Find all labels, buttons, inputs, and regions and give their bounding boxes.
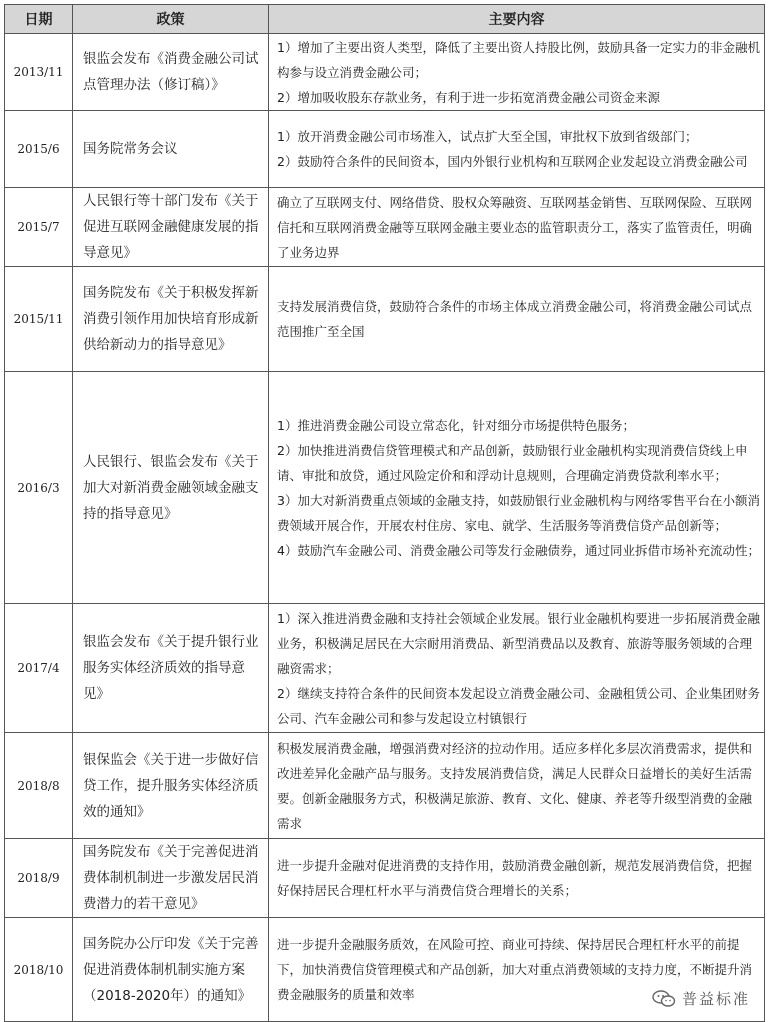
date-cell: 2015/11: [5, 267, 73, 372]
table-row: [5, 372, 765, 604]
content-cell: [269, 111, 765, 188]
table-row: [5, 34, 765, 111]
date-cell: 2018/8: [5, 733, 73, 839]
content-item: 4）鼓励汽车金融公司、消费金融公司等发行金融债券，通过同业拆借市场补充流动性；: [277, 542, 760, 558]
date-cell: 2013/11: [5, 34, 73, 111]
content-cell: [269, 34, 765, 111]
content-cell: [269, 604, 765, 733]
policy-cell: 国务院办公厅印发《关于完善促进消费体制机制实施方案（2018-2020年）的通知》: [73, 918, 269, 1022]
content-item: 1）增加了主要出资人类型，降低了主要出资人持股比例，鼓励具备一定实力的非金融机构参与设立消费金融公司；: [277, 39, 760, 80]
content-item: 2）加快推进消费信贷管理模式和产品创新，鼓励银行业金融机构实现消费信贷线上申请、审批和放贷，通过风险定价和和浮动计息规则，合理确定消费贷款利率水平；: [277, 442, 748, 483]
content-item: 1）深入推进消费金融和支持社会领域企业发展。银行业金融机构要进一步拓展消费金融业务，积极满足居民在大宗耐用消费品、新型消费品以及教育、旅游等服务领域的合理融资需求；: [277, 610, 760, 676]
policy-cell: 银监会发布《消费金融公司试点管理办法（修订稿）》: [73, 34, 269, 111]
table-row: [5, 111, 765, 188]
content-item: 1）推进消费金融公司设立常态化，针对细分市场提供特色服务；: [277, 417, 635, 433]
policy-cell: 国务院发布《关于完善促进消费体制机制进一步激发居民消费潜力的若干意见》: [73, 839, 269, 918]
date-cell: 2017/4: [5, 604, 73, 733]
content-cell: [269, 839, 765, 918]
content-item: 进一步提升金融对促进消费的支持作用，鼓励消费金融创新，规范发展消费信贷，把握好保持居民合理杠杆水平与消费信贷合理增长的关系；: [277, 858, 753, 898]
content-item: 进一步提升金融服务质效，在风险可控、商业可持续、保持居民合理杠杆水平的前提下，加快消费信贷管理模式和产品创新，加大对重点消费领域的支持力度，不断提升消费金融服务的质量和效率: [277, 937, 753, 1002]
policy-cell: 银保监会《关于进一步做好信贷工作，提升服务实体经济质效的通知》: [73, 733, 269, 839]
content-cell: [269, 188, 765, 267]
content-cell: [269, 372, 765, 604]
header-date: 日期: [5, 5, 73, 34]
wechat-icon: [652, 990, 676, 1008]
policy-table: [4, 4, 765, 1022]
content-item: 2）增加吸收股东存款业务，有利于进一步拓宽消费金融公司资金来源: [277, 89, 660, 105]
content-cell: [269, 733, 765, 839]
content-item: 积极发展消费金融，增强消费对经济的拉动作用。适应多样化多层次消费需求，提供和改进差异化金融产品与服务。支持发展消费信贷，满足人民群众日益增长的美好生活需要。创新金融服务方式，积极满足旅游、教育、文化、健康、养老等升级型消费的金融需求: [277, 740, 753, 831]
table-row: [5, 267, 765, 372]
watermark: [648, 986, 754, 1011]
table-header-row: [5, 5, 765, 34]
date-cell: 2018/9: [5, 839, 73, 918]
content-item: 支持发展消费信贷，鼓励符合条件的市场主体成立消费金融公司，将消费金融公司试点范围推广至全国: [277, 299, 753, 339]
content-item: 3）加大对新消费重点领域的金融支持，如鼓励银行业金融机构与网络零售平台在小额消费领域开展合作，开展农村住房、家电、就学、生活服务等消费信贷产品创新等；: [277, 492, 760, 533]
content-item: 2）继续支持符合条件的民间资本发起设立消费金融公司、金融租赁公司、企业集团财务公司、汽车金融公司和参与发起设立村镇银行: [277, 685, 760, 726]
date-cell: 2015/6: [5, 111, 73, 188]
table-row: [5, 839, 765, 918]
table-row: [5, 604, 765, 733]
policy-cell: 国务院发布《关于积极发挥新消费引领作用加快培育形成新供给新动力的指导意见》: [73, 267, 269, 372]
date-cell: 2015/7: [5, 188, 73, 267]
content-item: 2）鼓励符合条件的民间资本，国内外银行业机构和互联网企业发起设立消费金融公司: [277, 154, 748, 169]
date-cell: 2016/3: [5, 372, 73, 604]
policy-cell: 国务院常务会议: [73, 111, 269, 188]
table-row: [5, 188, 765, 267]
content-cell: [269, 267, 765, 372]
date-cell: 2018/10: [5, 918, 73, 1022]
table-row: [5, 733, 765, 839]
header-policy: 政策: [73, 5, 269, 34]
policy-cell: 人民银行等十部门发布《关于促进互联网金融健康发展的指导意见》: [73, 188, 269, 267]
header-content: 主要内容: [269, 5, 765, 34]
policy-cell: 银监会发布《关于提升银行业服务实体经济质效的指导意见》: [73, 604, 269, 733]
policy-cell: 人民银行、银监会发布《关于加大对新消费金融领域金融支持的指导意见》: [73, 372, 269, 604]
content-item: 1）放开消费金融公司市场准入，试点扩大至全国，审批权下放到省级部门；: [277, 129, 698, 144]
watermark-text: 普益标准: [681, 990, 750, 1008]
content-item: 确立了互联网支付、网络借贷、股权众筹融资、互联网基金销售、互联网保险、互联网信托和互联网消费金融等互联网金融主要业态的监管职责分工，落实了监管责任，明确了业务边界: [277, 194, 753, 260]
